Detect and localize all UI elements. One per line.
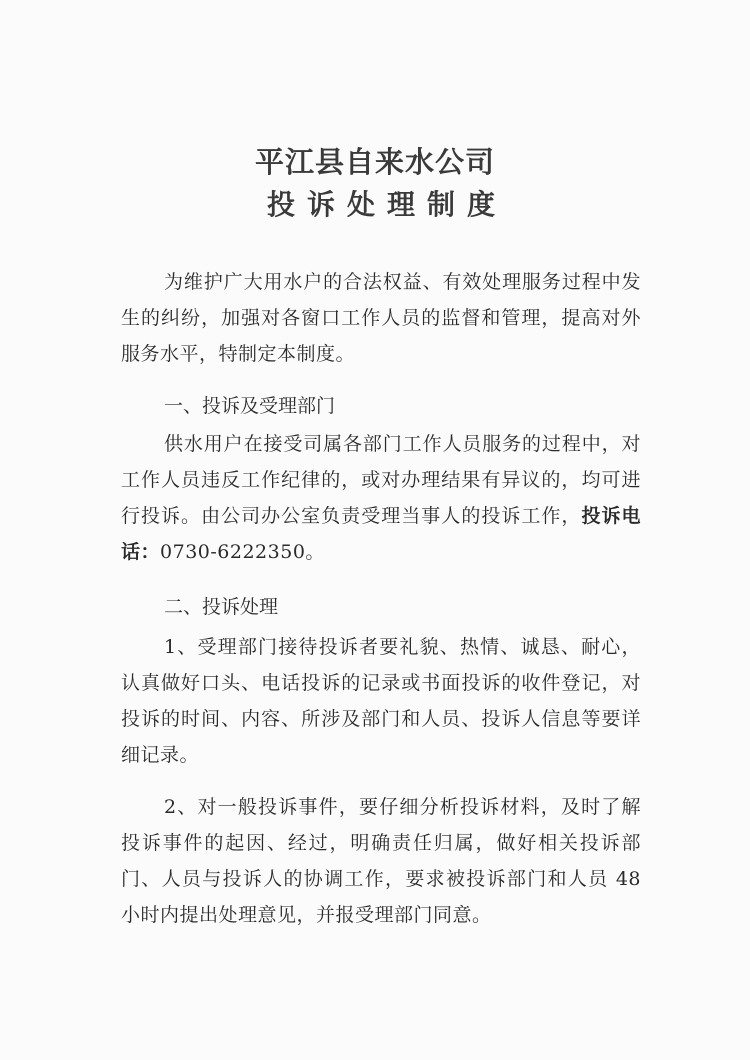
handling-item-1: 1、受理部门接待投诉者要礼貌、热情、诚恳、耐心，认真做好口头、电话投诉的记录或书面投诉的收件登记，对投诉的时间、内容、所涉及部门和人员、投诉人信息等要详细记录。 [121,636,641,766]
section-heading-complaint-department: 一、投诉及受理部门 [164,395,336,417]
section-heading-complaint-handling: 二、投诉处理 [164,596,279,618]
section1-paragraph [121,426,641,570]
document-title: 平江县自来水公司 [254,145,495,179]
document-subtitle: 投诉处理制度 [266,188,507,221]
complaint-phone-number: 0730-6222350。 [160,541,325,563]
section1-body-text: 供水用户在接受司属各部门工作人员服务的过程中，对工作人员违反工作纪律的，或对办理结果有异议的，均可进行投诉。由公司办公室负责受理当事人的投诉工作， [121,433,641,527]
complaint-phone-label: 投诉电话： [121,505,641,563]
handling-item-2: 2、对一般投诉事件，要仔细分析投诉材料，及时了解投诉事件的起因、经过，明确责任归属，做好相关投诉部门、人员与投诉人的协调工作，要求被投诉部门和人员 48 小时内提出处理意见，并报受理部门同意。 [121,796,641,926]
intro-paragraph: 为维护广大用水户的合法权益、有效处理服务过程中发生的纠纷，加强对各窗口工作人员的监督和管理，提高对外服务水平，特制定本制度。 [121,271,641,365]
